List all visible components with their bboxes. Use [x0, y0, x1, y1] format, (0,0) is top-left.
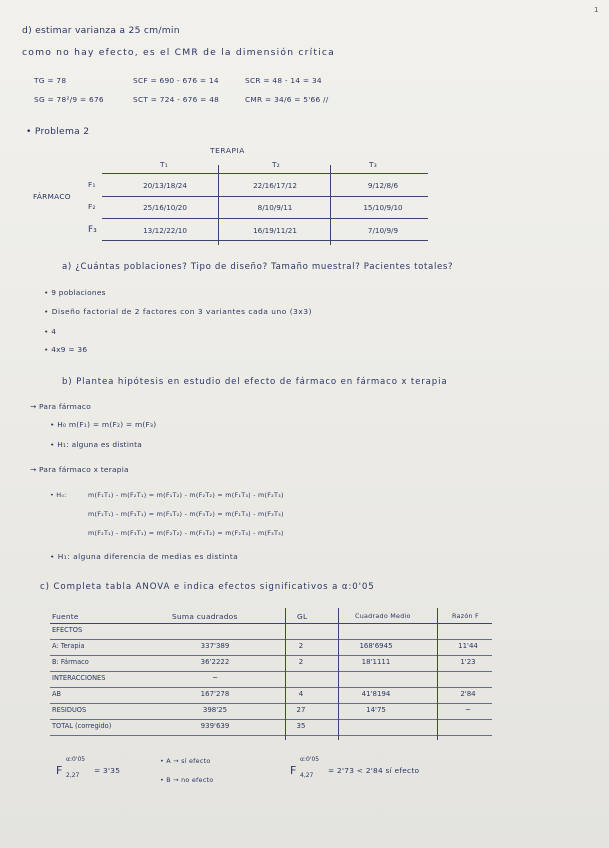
anova-row-rule — [50, 671, 492, 672]
problem-2-title: • Problema 2 — [26, 126, 90, 137]
f-crit-2-value: = 2'73 < 2'84 sí efecto — [328, 766, 420, 775]
anova-cell-fuente: AB — [52, 690, 62, 698]
effect-a: • A → sí efecto — [160, 757, 211, 765]
cell-f3-t1: 13/12/22/10 — [143, 226, 187, 235]
anova-cell-cm: 14'75 — [366, 706, 386, 714]
hypothesis-h1-interaction: • H₁: alguna diferencia de medias es distinta — [50, 552, 239, 561]
f-crit-1-base: F — [56, 764, 63, 777]
calc-tg: TG = 78 — [34, 76, 67, 85]
anova-cell-gl: 35 — [296, 722, 306, 730]
anova-divider-f — [437, 608, 438, 740]
anova-cell-sc: 398'25 — [202, 706, 228, 714]
col-header-t1: T₁ — [160, 160, 168, 169]
table-rule-bottom — [102, 240, 428, 241]
table-divider-1 — [218, 165, 219, 245]
col-header-t3: T₃ — [369, 160, 377, 169]
f-crit-2-sub: 4,27 — [300, 772, 314, 779]
cell-f1-t3: 9/12/8/6 — [367, 181, 399, 190]
hypothesis-h0-line-2: m(F₁T₁) - m(F₃T₁) = m(F₁T₂) - m(F₃T₂) = m(F₁T₃) - m(F₃T₃) — [88, 510, 284, 518]
interaction-title: → Para fármaco x terapia — [30, 465, 129, 474]
effect-b: • B → no efecto — [160, 776, 214, 784]
f-crit-1-value: = 3'35 — [94, 766, 121, 775]
part-d-heading: d) estimar varianza a 25 cm/min — [22, 25, 180, 36]
anova-row-rule — [50, 655, 492, 656]
table-divider-2 — [330, 165, 331, 245]
anova-row-rule — [50, 703, 492, 704]
cell-f3-t2: 16/19/11/21 — [253, 226, 297, 235]
col-header-t2: T₂ — [272, 160, 280, 169]
table-rule-2 — [102, 218, 428, 219]
calc-sg: SG = 78²/9 = 676 — [34, 95, 104, 104]
page-number: 1 — [594, 6, 599, 14]
row-label-f2: F₂ — [88, 202, 96, 211]
anova-header-fuente: Fuente — [52, 612, 79, 621]
f-crit-1-sub: 2,27 — [66, 772, 80, 779]
farmaco-title: → Para fármaco — [30, 402, 91, 411]
anova-cell-cm: 18'1111 — [361, 658, 391, 666]
f-crit-2-base: F — [290, 764, 297, 777]
cell-f2-t1: 25/16/10/20 — [143, 203, 187, 212]
anova-row-rule — [50, 639, 492, 640]
hypothesis-h0-farmaco: • H₀ m(F₁) = m(F₂) = m(F₃) — [50, 420, 157, 429]
anova-cell-fuente: B: Fármaco — [52, 658, 89, 666]
answer-a-2: • Diseño factorial de 2 factores con 3 variantes cada uno (3x3) — [44, 307, 313, 316]
anova-header-sc: Suma cuadrados — [172, 612, 238, 621]
anova-header-f: Razón F — [452, 612, 479, 620]
hypothesis-h0-line-3: m(F₂T₁) - m(F₃T₁) = m(F₂T₂) - m(F₃T₂) = m(F₂T₃) - m(F₃T₃) — [88, 529, 284, 537]
row-label-f1: F₁ — [88, 180, 96, 189]
f-crit-1-sup: α:0'05 — [66, 756, 86, 763]
answer-a-4: • 4x9 = 36 — [44, 345, 88, 354]
anova-divider-cm — [338, 608, 339, 740]
anova-cell-gl: 27 — [296, 706, 306, 714]
calc-scr: SCR = 48 - 14 = 34 — [245, 76, 322, 85]
anova-row-rule — [50, 735, 492, 736]
question-a: a) ¿Cuántas poblaciones? Tipo de diseño? Tamaño muestral? Pacientes totales? — [62, 262, 454, 272]
anova-cell-fuente: EFECTOS — [52, 626, 83, 634]
anova-cell-fuente: RESIDUOS — [52, 706, 87, 714]
cell-f1-t1: 20/13/18/24 — [143, 181, 187, 190]
hypothesis-h1-farmaco: • H₁: alguna es distinta — [50, 440, 142, 449]
anova-header-cm: Cuadrado Medio — [355, 612, 411, 620]
anova-row-rule — [50, 687, 492, 688]
calc-cmr: CMR = 34/6 = 5'66 // — [245, 95, 329, 104]
anova-cell-gl: 2 — [298, 642, 304, 650]
f-crit-2-sup: α:0'05 — [300, 756, 320, 763]
anova-cell-cm: 41'8194 — [361, 690, 391, 698]
hypothesis-h0-interaction-label: • H₀: — [50, 491, 67, 499]
anova-cell-sc: ~ — [212, 674, 218, 682]
anova-cell-gl: 4 — [298, 690, 304, 698]
anova-cell-f: 2'84 — [460, 690, 476, 698]
anova-cell-fuente: TOTAL (corregido) — [52, 722, 112, 730]
question-b: b) Plantea hipótesis en estudio del efecto de fármaco en fármaco x terapia — [62, 377, 448, 387]
anova-row-rule — [50, 719, 492, 720]
part-d-statement: como no hay efecto, es el CMR de la dimensión crítica — [22, 47, 335, 58]
answer-a-3: • 4 — [44, 327, 57, 336]
anova-cell-gl: 2 — [298, 658, 304, 666]
table-rule-1 — [102, 196, 428, 197]
calc-scf: SCF = 690 - 676 = 14 — [133, 76, 219, 85]
answer-a-1: • 9 poblaciones — [44, 288, 106, 297]
anova-cell-fuente: INTERACCIONES — [52, 674, 106, 682]
anova-cell-sc: 939'639 — [200, 722, 230, 730]
anova-divider-gl — [285, 608, 286, 740]
cell-f1-t2: 22/16/17/12 — [253, 181, 297, 190]
factor-label: FÁRMACO — [33, 192, 71, 201]
calc-sct: SCT = 724 - 676 = 48 — [133, 95, 220, 104]
anova-cell-fuente: A: Terapia — [52, 642, 85, 650]
table-group-label: TERAPIA — [210, 146, 245, 155]
anova-header-rule — [50, 623, 492, 624]
anova-cell-f: 1'23 — [460, 658, 476, 666]
question-c: c) Completa tabla ANOVA e indica efectos significativos a α:0'05 — [40, 582, 375, 592]
table-rule-top — [102, 173, 428, 174]
anova-header-gl: GL — [297, 612, 308, 621]
cell-f2-t2: 8/10/9/11 — [257, 203, 293, 212]
anova-cell-f: 11'44 — [458, 642, 478, 650]
hypothesis-h0-line-1: m(F₁T₁) - m(F₂T₁) = m(F₁T₂) - m(F₂T₂) = m(F₁T₃) - m(F₂T₃) — [88, 491, 284, 499]
anova-cell-f: ~ — [465, 706, 471, 714]
cell-f3-t3: 7/10/9/9 — [367, 226, 399, 235]
anova-cell-sc: 36'2222 — [200, 658, 230, 666]
cell-f2-t3: 15/10/9/10 — [363, 203, 403, 212]
anova-cell-cm: 168'6945 — [359, 642, 393, 650]
anova-cell-sc: 337'389 — [200, 642, 230, 650]
row-label-f3: F₃ — [88, 225, 97, 235]
anova-cell-sc: 167'278 — [200, 690, 230, 698]
